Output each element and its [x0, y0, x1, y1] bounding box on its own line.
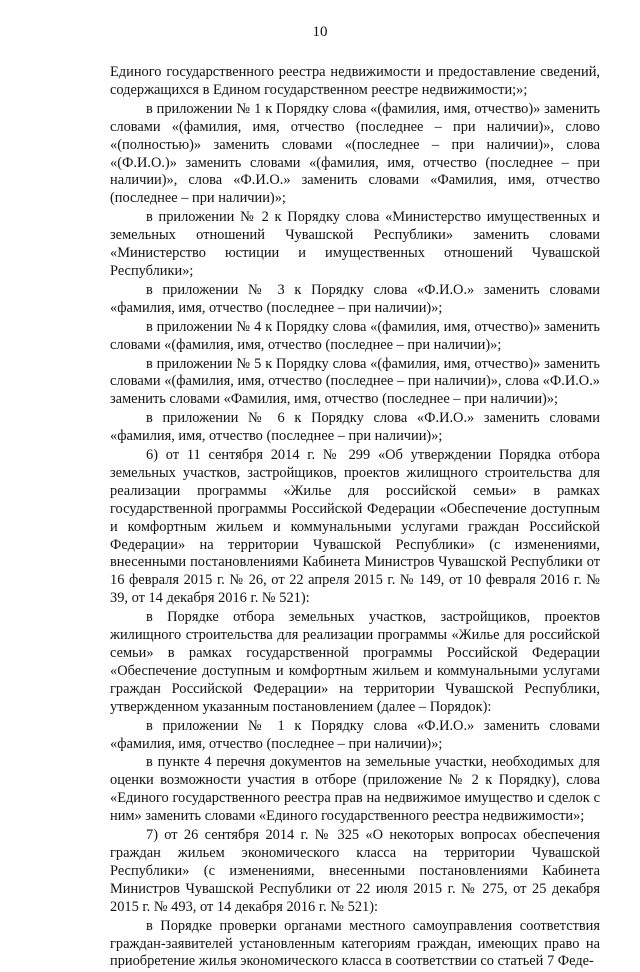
paragraph-appendix-3: в приложении № 3 к Порядку слова «Ф.И.О.» заменить словами «фамилия, имя, отчество (последнее – при наличии)»;: [110, 281, 600, 316]
paragraph-selection-appendix-1: в приложении № 1 к Порядку слова «Ф.И.О.» заменить словами «фамилия, имя, отчество (последнее – при наличии)»;: [110, 717, 600, 752]
page-number: 10: [312, 24, 328, 40]
paragraph-appendix-6: в приложении № 6 к Порядку слова «Ф.И.О.» заменить словами «фамилия, имя, отчество (последнее – при наличии)»;: [110, 410, 600, 445]
paragraph-item-6: 6) от 11 сентября 2014 г. № 299 «Об утверждении Порядка отбора земельных участков, застройщиков, проектов жилищного строительства для реализации программы «Жилье для российской семьи» в рамках государственной программы Российской Федерации «Обеспечение доступным и комфортным жильем и коммунальными услугами граждан Российской Федерации» на территории Чувашской Республики» (с изменениями, внесенными постановлениями Кабинета Министров Чувашской Республики от 16 февраля 2015 г. № 26, от 22 апреля 2015 г. № 149, от 10 февраля 2016 г. № 39, от 14 декабря 2016 г. № 521):: [110, 447, 600, 607]
paragraph-selection-procedure: в Порядке отбора земельных участков, застройщиков, проектов жилищного строительства для реализации программы «Жилье для российской семьи» в рамках государственной программы Российской Федерации «Обеспечение доступным и комфортным жильем и коммунальными услугами граждан Российской Федерации» на территории Чувашской Республики, утвержденном указанным постановлением (далее – Порядок):: [110, 609, 600, 715]
paragraph-point-4: в пункте 4 перечня документов на земельные участки, необходимых для оценки возможности участия в отборе (приложение № 2 к Порядку), слова «Единого государственного реестра прав на недвижимое имущество и сделок с ним» заменить словами «Единого государственного реестра недвижимости»;: [110, 754, 600, 825]
paragraph-appendix-5: в приложении № 5 к Порядку слова «(фамилия, имя, отчество)» заменить словами «(фамилия, имя, отчество (последнее – при наличии)», слова «Ф.И.О.» заменить словами «Фамилия, имя, отчество (последнее – при наличии)»;: [110, 355, 600, 408]
paragraph-appendix-4: в приложении № 4 к Порядку слова «(фамилия, имя, отчество)» заменить словами «(фамилия, имя, отчество (последнее – при наличии)»;: [110, 318, 600, 353]
document-body: [110, 64, 600, 972]
paragraph-appendix-2: в приложении № 2 к Порядку слова «Министерство имущественных и земельных отношений Чувашской Республики» заменить словами «Министерство юстиции и имущественных отношений Чувашской Республики»;: [110, 209, 600, 279]
paragraph-item-7: 7) от 26 сентября 2014 г. № 325 «О некоторых вопросах обеспечения граждан жильем экономического класса на территории Чувашской Республики» (с изменениями, внесенными постановлениями Кабинета Министров Чувашской Республики от 22 июля 2015 г. № 275, от 25 декабря 2015 г. № 493, от 14 декабря 2016 г. № 521):: [110, 827, 600, 915]
paragraph-appendix-1: в приложении № 1 к Порядку слова «(фамилия, имя, отчество)» заменить словами «(фамилия, имя, отчество (последнее – при наличии)», слово «(полностью)» заменить словами «(последнее – при наличии)», слова «(Ф.И.О.)» заменить словами «(фамилия, имя, отчество (последнее – при наличии)», слова «Ф.И.О.» заменить словами «Фамилия, имя, отчество (последнее – при наличии)»;: [110, 100, 600, 207]
paragraph-continuation: Единого государственного реестра недвижимости и предоставление сведений, содержащихся в Едином государственном реестре недвижимости;»;: [110, 64, 600, 98]
paragraph-verification-procedure: в Порядке проверки органами местного самоуправления соответствия граждан-заявителей установленным категориям граждан, имеющих право на приобретение жилья экономического класса в соответствии со статьей 7 Феде-: [110, 917, 600, 970]
